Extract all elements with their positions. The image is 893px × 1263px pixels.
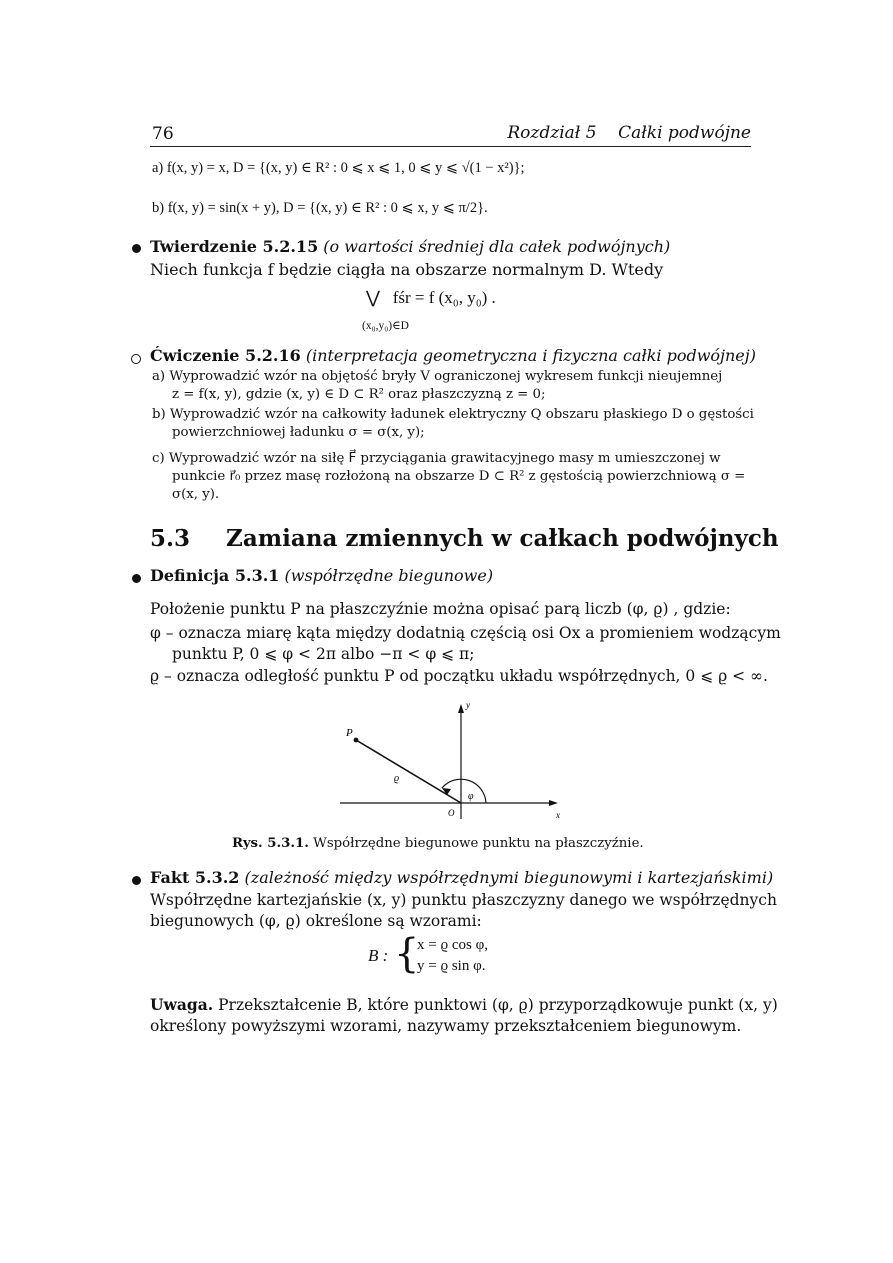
definition-title: (współrzędne biegunowe) <box>284 566 494 585</box>
theorem-formula: ⋁ fśr = f (x₀, y₀) . <box>366 288 496 307</box>
label-x: x <box>556 810 560 820</box>
bullet-icon <box>132 574 141 583</box>
fact-brace: { <box>394 931 420 977</box>
x-axis-arrow <box>549 800 558 806</box>
fact-map-name: B : <box>368 946 389 965</box>
fact-title: (zależność między współrzędnymi biegunowymi i kartezjańskimi) <box>244 868 774 887</box>
theorem-body: Niech funkcja f będzie ciągła na obszarze normalnym D. Wtedy <box>150 260 664 279</box>
section-heading <box>150 525 779 552</box>
fact-eq1: x = ϱ cos φ, <box>417 937 488 953</box>
remark-line1-wrap <box>150 995 778 1014</box>
exercise-c-line2: punkcie r⃗₀ przez masę rozłożoną na obszarze D ⊂ R² z gęstością powierzchniową σ = <box>172 469 746 484</box>
exercise-a-line1: a) Wyprowadzić wzór na objętość bryły V ograniczonej wykresem funkcji nieujemnej <box>152 369 723 384</box>
definition-line4: ϱ – oznacza odległość punktu P od początku układu współrzędnych, 0 ⩽ ϱ < ∞. <box>150 667 768 685</box>
exercise-c-line1: c) Wyprowadzić wzór na siłę F⃗ przyciągania grawitacyjnego masy m umieszczonej w <box>152 451 721 466</box>
exercise-item-b: b) f(x, y) = sin(x + y), D = {(x, y) ∈ R² : 0 ⩽ x, y ⩽ π/2}. <box>152 200 488 216</box>
label-y: y <box>466 700 470 710</box>
running-title: Rozdział 5 Całki podwójne <box>507 123 751 143</box>
figure-caption-label: Rys. 5.3.1. <box>232 836 309 851</box>
header-rule <box>150 146 751 147</box>
exercise-a-line2: z = f(x, y), gdzie (x, y) ∈ D ⊂ R² oraz płaszczyzną z = 0; <box>172 387 546 402</box>
section-number: 5.3 <box>150 525 191 552</box>
definition-label: Definicja 5.3.1 <box>150 566 280 585</box>
exercise-c-line3: σ(x, y). <box>172 487 220 502</box>
bullet-icon <box>132 244 141 253</box>
theorem-heading <box>150 237 670 256</box>
y-axis-arrow <box>458 704 464 713</box>
fact-eq2: y = ϱ sin φ. <box>417 958 486 974</box>
label-P: P <box>346 727 353 739</box>
exercise-title: (interpretacja geometryczna i fizyczna całki podwójnej) <box>305 346 756 365</box>
label-rho: ϱ <box>394 773 400 784</box>
definition-heading <box>150 566 493 585</box>
definition-line2: φ – oznacza miarę kąta między dodatnią częścią osi Ox a promieniem wodzącym <box>150 624 781 642</box>
fact-heading <box>150 868 773 887</box>
remark-line2: określony powyższymi wzorami, nazywamy przekształceniem biegunowym. <box>150 1017 742 1035</box>
figure-caption-text: Współrzędne biegunowe punktu na płaszczyźnie. <box>313 836 644 851</box>
exercise-b-line1: b) Wyprowadzić wzór na całkowity ładunek elektryczny Q obszaru płaskiego D o gęstości <box>152 407 754 422</box>
exercise-item-a: a) f(x, y) = x, D = {(x, y) ∈ R² : 0 ⩽ x ⩽ 1, 0 ⩽ y ⩽ √(1 − x²)}; <box>152 160 525 176</box>
exercise-label: Ćwiczenie 5.2.16 <box>150 346 301 365</box>
radius-segment <box>356 740 461 803</box>
label-phi: φ <box>468 791 474 802</box>
fact-line1: Współrzędne kartezjańskie (x, y) punktu płaszczyzny danego we współrzędnych <box>150 891 777 909</box>
remark-label: Uwaga. <box>150 995 214 1014</box>
remark-line1: Przekształcenie B, które punktowi (φ, ϱ) przyporządkowuje punkt (x, y) <box>218 996 778 1014</box>
bullet-icon <box>132 876 141 885</box>
definition-line1: Położenie punktu P na płaszczyźnie można opisać parą liczb (φ, ϱ) , gdzie: <box>150 600 731 618</box>
point-P <box>354 738 359 743</box>
exercise-heading <box>150 346 756 365</box>
polar-coordinates-figure <box>330 695 570 825</box>
section-title: Zamiana zmiennych w całkach podwójnych <box>226 525 779 552</box>
theorem-formula-subscript: (x₀,y₀)∈D <box>362 320 409 332</box>
label-O: O <box>448 808 455 818</box>
theorem-label: Twierdzenie 5.2.15 <box>150 237 319 256</box>
exercise-b-line2: powierzchniowej ładunku σ = σ(x, y); <box>172 425 425 440</box>
exercise-marker-icon <box>131 354 141 364</box>
page-number: 76 <box>152 124 174 144</box>
fact-label: Fakt 5.3.2 <box>150 868 240 887</box>
definition-line3: punktu P, 0 ⩽ φ < 2π albo −π < φ ⩽ π; <box>172 645 475 663</box>
theorem-title: (o wartości średniej dla całek podwójnych) <box>323 237 671 256</box>
figure-caption <box>232 836 644 851</box>
fact-line2: biegunowych (φ, ϱ) określone są wzorami: <box>150 912 482 930</box>
